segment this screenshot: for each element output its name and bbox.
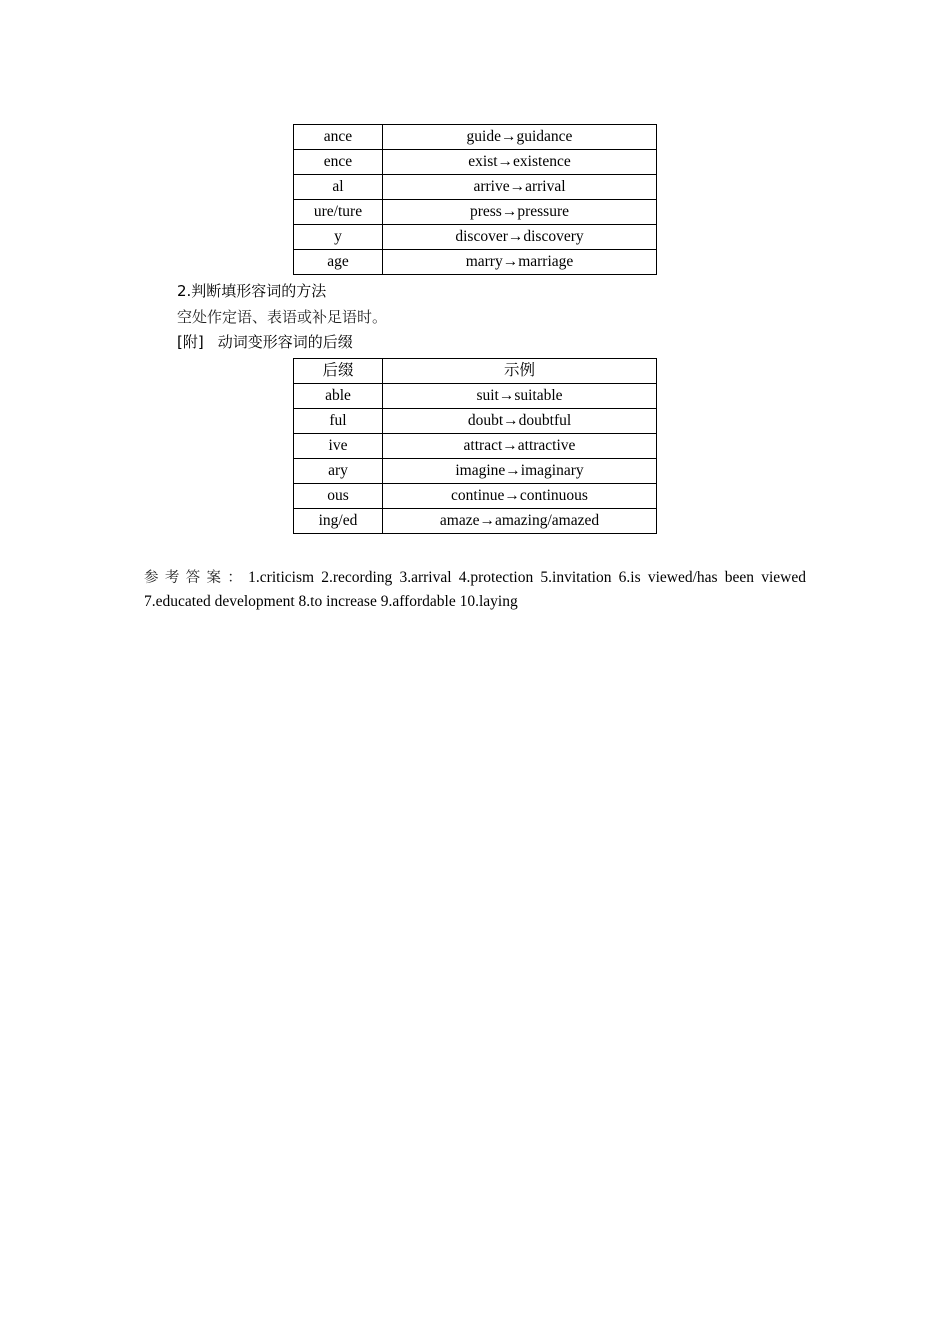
suffix-cell: ure/ture — [294, 200, 383, 225]
suffix-cell: ary — [294, 459, 383, 484]
table-row — [294, 150, 657, 175]
example-cell: doubt→doubtful — [383, 409, 657, 434]
example-cell: continue→continuous — [383, 484, 657, 509]
table-row — [294, 434, 657, 459]
table-row — [294, 125, 657, 150]
table-row — [294, 250, 657, 275]
suffix-cell: age — [294, 250, 383, 275]
suffix-cell: al — [294, 175, 383, 200]
example-cell: arrive→arrival — [383, 175, 657, 200]
table-row — [294, 509, 657, 534]
example-cell: marry→marriage — [383, 250, 657, 275]
example-cell: press→pressure — [383, 200, 657, 225]
appendix-title: 动词变形容词的后缀 — [217, 333, 353, 351]
header-suffix: 后缀 — [294, 359, 383, 384]
suffix-cell: ance — [294, 125, 383, 150]
section-heading: 2.判断填形容词的方法 — [177, 282, 327, 300]
example-cell: attract→attractive — [383, 434, 657, 459]
suffix-cell: y — [294, 225, 383, 250]
suffix-cell: ing/ed — [294, 509, 383, 534]
example-cell: amaze→amazing/amazed — [383, 509, 657, 534]
answer-key-label: 参考答案： — [144, 570, 249, 586]
table-row — [294, 459, 657, 484]
suffix-cell: ive — [294, 434, 383, 459]
example-cell: discover→discovery — [383, 225, 657, 250]
table-header-row — [294, 359, 657, 384]
suffix-cell: able — [294, 384, 383, 409]
table-row — [294, 409, 657, 434]
table-row — [294, 384, 657, 409]
example-cell: exist→existence — [383, 150, 657, 175]
table-row — [294, 200, 657, 225]
section-note: 空处作定语、表语或补足语时。 — [177, 308, 388, 326]
table-row — [294, 225, 657, 250]
table-row — [294, 175, 657, 200]
answer-key — [144, 566, 806, 614]
header-example: 示例 — [383, 359, 657, 384]
answer-key-text: 1.criticism 2.recording 3.arrival 4.protection 5.invitation 6.is viewed/has been viewed 7.educated development 8.to increase 9.affordable 10.laying — [144, 569, 807, 610]
suffix-cell: ful — [294, 409, 383, 434]
example-cell: guide→guidance — [383, 125, 657, 150]
noun-suffix-table — [293, 124, 657, 275]
table-row — [294, 484, 657, 509]
suffix-cell: ous — [294, 484, 383, 509]
example-cell: imagine→imaginary — [383, 459, 657, 484]
example-cell: suit→suitable — [383, 384, 657, 409]
appendix-tag: [附] — [177, 333, 204, 351]
suffix-cell: ence — [294, 150, 383, 175]
appendix-heading — [177, 331, 353, 353]
adjective-suffix-table — [293, 358, 657, 534]
